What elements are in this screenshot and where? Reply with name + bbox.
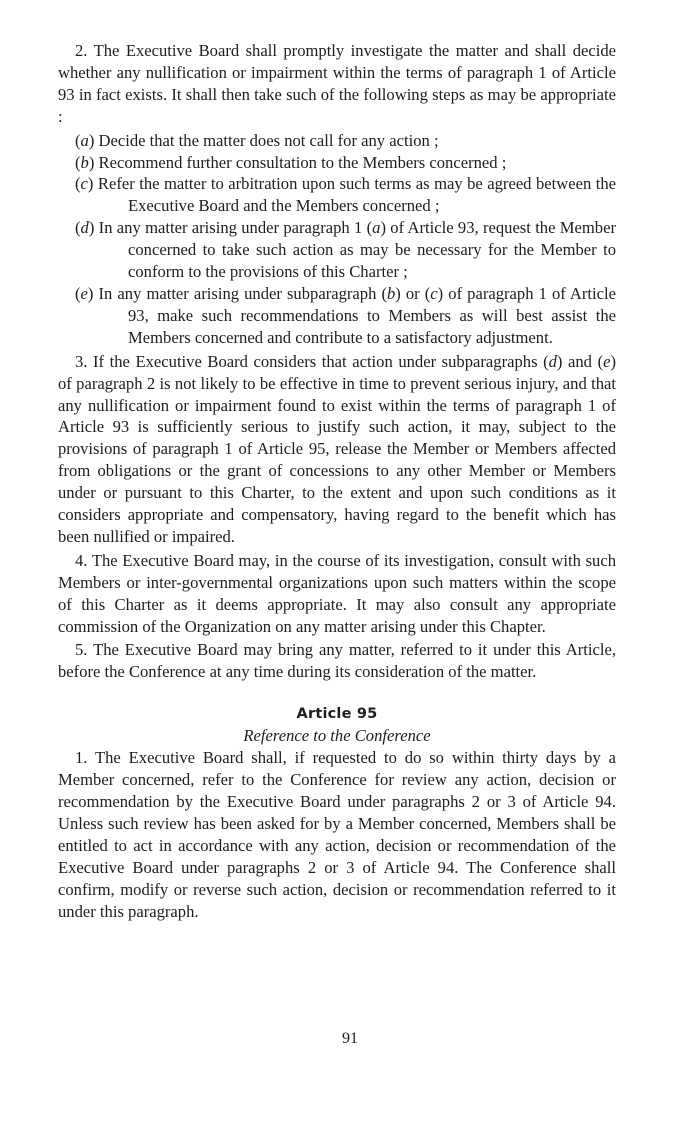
paragraph-3-rest: of paragraph 2 is not likely to be effective in time to prevent serious injury, and that any nullification or impairment found to exist within the terms of paragraph 1 of Article 93 is sufficiently serious to justify such action, it may, subject to the provisions of paragraph 1 of Article 95, release the Member or Members affected from obligations or the grant of concessions to any other Member or Members under or pursuant to this Charter, to the extent and upon such conditions as it considers appropriate and compensatory, having regard to the benefit which has been nullified or impaired. bbox=[58, 373, 616, 546]
item-label: a bbox=[80, 130, 89, 150]
paragraph-3-mid: and bbox=[562, 351, 598, 371]
article-95-paragraph-1: 1. The Executive Board shall, if requested to do so within thirty days by a Member concerned, refer to the Conference for review any action, decision or recommendation by the Executive Board under paragraphs 2 or 3 of Article 94. Unless such review has been asked for by a Member concerned, Members shall be entitled to act in accordance with any action, decision or recommendation of the Executive Board under paragraphs 2 or 3 of Article 94. The Conference shall confirm, modify or reverse such action, decision or recommendation referred to it under this paragraph. bbox=[58, 748, 616, 921]
list-item-b: (b) Recommend further consultation to the Members concerned ; bbox=[75, 152, 507, 172]
item-text-cont: of paragraph 1 of Article 93, make such recommendations to Members as will best assist the Members concerned and contribute to a satisfactory adjustment. bbox=[128, 283, 616, 347]
paragraph-3-ref-d: d bbox=[548, 351, 557, 371]
paragraph-3: 3. If the Executive Board considers that action under subparagraphs (d) and (e) of paragraph 2 is not likely to be effective in time to prevent serious injury, and that any nullification or impairment found to exist within the terms of paragraph 1 of Article 93 is sufficiently serious to justify such action, it may, subject to the provisions of paragraph 1 of Article 95, release the Member or Members affected from obligations or the grant of concessions to any other Member or Members under or pursuant to this Charter, to the extent and upon such conditions as it considers appropriate and compensatory, having regard to the benefit which has been nullified or impaired. bbox=[58, 351, 616, 546]
article-95-subheading: Reference to the Conference bbox=[243, 726, 431, 746]
item-label: c bbox=[80, 174, 88, 194]
item-label: e bbox=[80, 283, 88, 303]
page-body bbox=[58, 40, 616, 922]
item-ref: c bbox=[430, 283, 438, 303]
list-item-c: (c) Refer the matter to arbitration upon such terms as may be agreed between the Executive Board and the Members concerned ; bbox=[75, 174, 616, 216]
list-item-e: (e) In any matter arising under subparagraph (b) or (c) of paragraph 1 of Article 93, make such recommendations to Members as will best assist the Members concerned and contribute to a satisfactory adjustment. bbox=[75, 283, 616, 347]
item-label: d bbox=[80, 218, 89, 238]
item-text: In any matter arising under subparagraph bbox=[98, 283, 382, 303]
item-text: In any matter arising under paragraph 1 bbox=[98, 218, 367, 238]
item-text: Decide that the matter does not call for any action ; bbox=[98, 130, 439, 150]
list-item-a: (a) Decide that the matter does not call for any action ; bbox=[75, 130, 439, 150]
list-item-d: (d) In any matter arising under paragraph 1 (a) of Article 93, request the Member concerned to take such action as may be necessary for the Member to conform to the provisions of this Charter ; bbox=[75, 218, 616, 282]
item-text-mid: or bbox=[400, 283, 425, 303]
page-number: 91 bbox=[342, 1030, 358, 1047]
item-label: b bbox=[80, 152, 89, 172]
item-ref: b bbox=[386, 283, 396, 303]
paragraph-2-intro: 2. The Executive Board shall promptly investigate the matter and shall decide whether any nullification or impairment within the terms of paragraph 1 of Article 93 in fact exists. It shall then take such of the following steps as may be appropriate : bbox=[58, 41, 616, 126]
paragraph-5: 5. The Executive Board may bring any matter, referred to it under this Article, before the Conference at any time during its consideration of the matter. bbox=[58, 640, 616, 682]
item-text-cont: of Article 93, request the Member concerned to take such action as may be necessary for the Member to conform to the provisions of this Charter ; bbox=[128, 218, 616, 282]
item-text: Refer the matter to arbitration upon such terms as may be agreed between the Executive Board and the Members concerned ; bbox=[97, 174, 616, 216]
paragraph-2-list bbox=[58, 130, 616, 349]
paragraph-4: 4. The Executive Board may, in the course of its investigation, consult with such Members or inter-governmental organizations upon such matters within the scope of this Charter as it deems appropriate. It may also consult any appropriate commission of the Organization on any matter arising under this Chapter. bbox=[58, 550, 616, 636]
paragraph-3-ref-e: e bbox=[603, 351, 611, 371]
paragraph-3-start: 3. If the Executive Board considers that action under subparagraphs bbox=[75, 351, 544, 371]
article-95-heading: Article 95 bbox=[296, 706, 378, 723]
item-ref: a bbox=[372, 218, 381, 238]
item-text: Recommend further consultation to the Members concerned ; bbox=[98, 152, 507, 172]
